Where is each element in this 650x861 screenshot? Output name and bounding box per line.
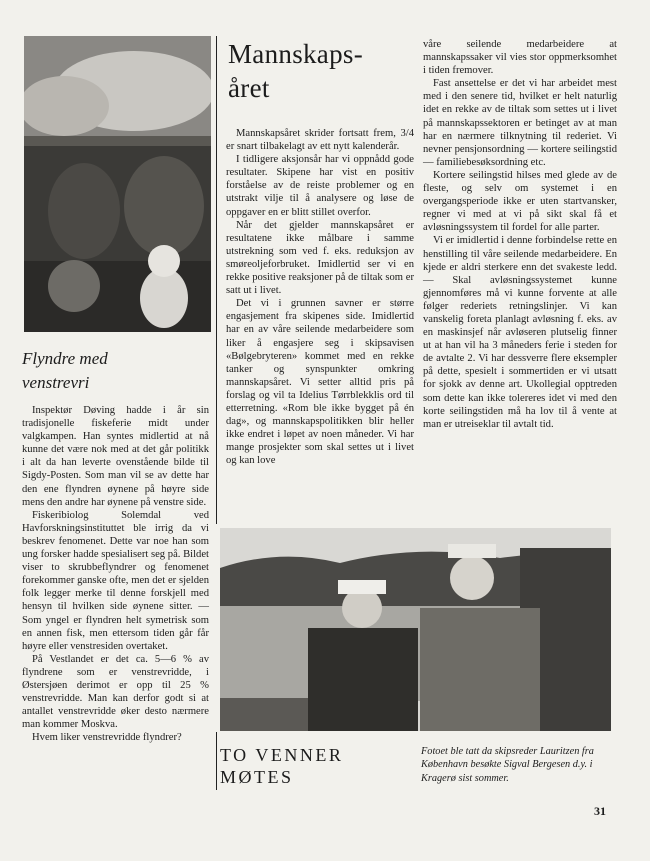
left-paragraph: Hvem liker venstrevridde flyndrer?: [32, 732, 182, 744]
two-friends-photo-graphic: [220, 528, 611, 731]
column-divider: [216, 732, 217, 790]
main-paragraph: Vi er imidlertid i denne forbindelse rette en henstilling til våre seilende medarbeidere. En kjede er aldri sterkere enn det svakeste ledd. — Skal avløsningssystemet kunne gjennomføres må vi kunne forvente at alle følger rederiets retningslinjer. Vi kan vanskelig foreta planlagt avløsning f. eks. av en maskinsjef når avløseren plutselig finner ut at han vil ha 3 måneders ferie i steden for de avtalte 2. Vi har dessverre flere eksempler på dette, spesielt i sommertiden er vi utsatt for sjokk av denne art. Ukollegial opptreden som dette kan ikke tolereres idet vi med den korte seilingstiden må ha lov til å vente at man er utreiseklar til avtalt tid.: [423, 235, 617, 430]
page-number: 31: [594, 804, 606, 818]
main-article-column-1: [226, 127, 414, 467]
left-paragraph: Inspektør Døving hadde i år sin tradisjonelle fiskeferie midt under valgkampen. Han syntes midlertid at nå kunne det være nok med at det går politikk i alt da han leverte ovenstående bilde til Sigdy-Posten. Som man vil se av dette har den ene flyndren øynene på høyre side mens den andre har øynene på venstre side.: [22, 405, 209, 508]
main-paragraph: I tidligere aksjonsår har vi oppnådd gode resultater. Skipene har vist en positiv forståelse av de reiste problemer og en utstrakt vilje til å analysere og løse de oppgaver en er blitt stillet overfor.: [226, 154, 414, 218]
main-article-title-line2: året: [228, 73, 270, 103]
main-paragraph: Fast ansettelse er det vi har arbeidet mest med i den senere tid, hvilket er helt naturlig idet en rekke av de tiltak som settes ut i livet på mannskapssektoren er betinget av at man har en nærmere tilknytning til rederiet. Vi nevner pensjonsordning — kortere seilingstid — familiebesøksordning etc.: [423, 78, 617, 168]
left-article-body: [22, 404, 209, 744]
left-article-heading-line1: Flyndre med: [22, 349, 108, 368]
flounder-photo: [24, 36, 211, 332]
photo-caption: Fotoet ble tatt da skipsreder Lauritzen fra København besøkte Sigval Bergesen d.y. i Kragerø sist sommer.: [421, 746, 594, 784]
main-paragraph: Kortere seilingstid hilses med glede av de fleste, og selv om systemet i en overgangsperiode ikke er uten startvansker, regner vi med at vi på sikt skal få et avløsningssystem til fordel for alle parter.: [423, 169, 617, 234]
main-paragraph: Mannskapsåret skrider fortsatt frem, 3/4 er snart tilbakelagt av ett nytt kalenderår.: [226, 128, 414, 153]
bottom-heading-line1: TO VENNER: [220, 745, 344, 765]
left-paragraph: På Vestlandet er det ca. 5—6 % av flyndrene som er venstrevridde, i Østersjøen derimot er opp til 25 % venstrevridde. Man kan derfor godt si at antallet venstrevridde øker desto nærmere man kommer Moskva.: [22, 653, 209, 731]
main-paragraph: Det vi i grunnen savner er større engasjement fra skipenes side. Imidlertid har en av våre seilende medarbeidere som liker å engasjere seg i skipsavisen «Bølgebryteren» kommet med en rekke tanker og synspunkter omkring mannskapsåret. Vi setter alltid pris på forslag og vil ta Idelius Tørrblekklis ord til etterretning. «Rom ble ikke bygget på én dag», og mannskapspolitikken blir heller ikke endret i løpet av noen måneder. Vi har mange prosjekter som skal settes ut i livet og kan love: [226, 298, 414, 467]
flounder-photo-graphic: [24, 36, 211, 332]
main-article-title-line1: Mannskaps-: [228, 39, 363, 69]
column-divider: [216, 36, 217, 524]
bottom-heading-line2: MØTES: [220, 767, 294, 787]
main-paragraph: Når det gjelder mannskapsåret er resultatene ikke målbare i samme utstrekning som ved f. eks. reduksjon av smøreoljeforbruket. Imidlertid ser vi en rekke positive reaksjoner på de tiltak som er satt ut i livet.: [226, 219, 414, 297]
main-article-column-2: [423, 38, 617, 431]
left-paragraph: Fiskeribiolog Solemdal ved Havforskningsinstituttet ble irrig da vi beskrev fenomenet. Dette var noe han som ung forsker hadde spesialisert seg på. Bildet viser to skrubbeflyndrer og fenomenet forekommer ganske ofte, men det er sjelden folk legger merke til denne forskjell med hensyn til hvilken side øynene sitter. — Som yngel er flyndren helt symetrisk som en annen fisk, men ettersom tiden går får høyre eller venstresiden overtaket.: [22, 509, 209, 652]
two-friends-photo: [220, 528, 611, 731]
left-article-heading-line2: venstrevri: [22, 373, 90, 392]
main-paragraph: våre seilende medarbeidere at mannskapssaker vil vies stor oppmerksomhet i tiden fremover.: [423, 39, 617, 77]
